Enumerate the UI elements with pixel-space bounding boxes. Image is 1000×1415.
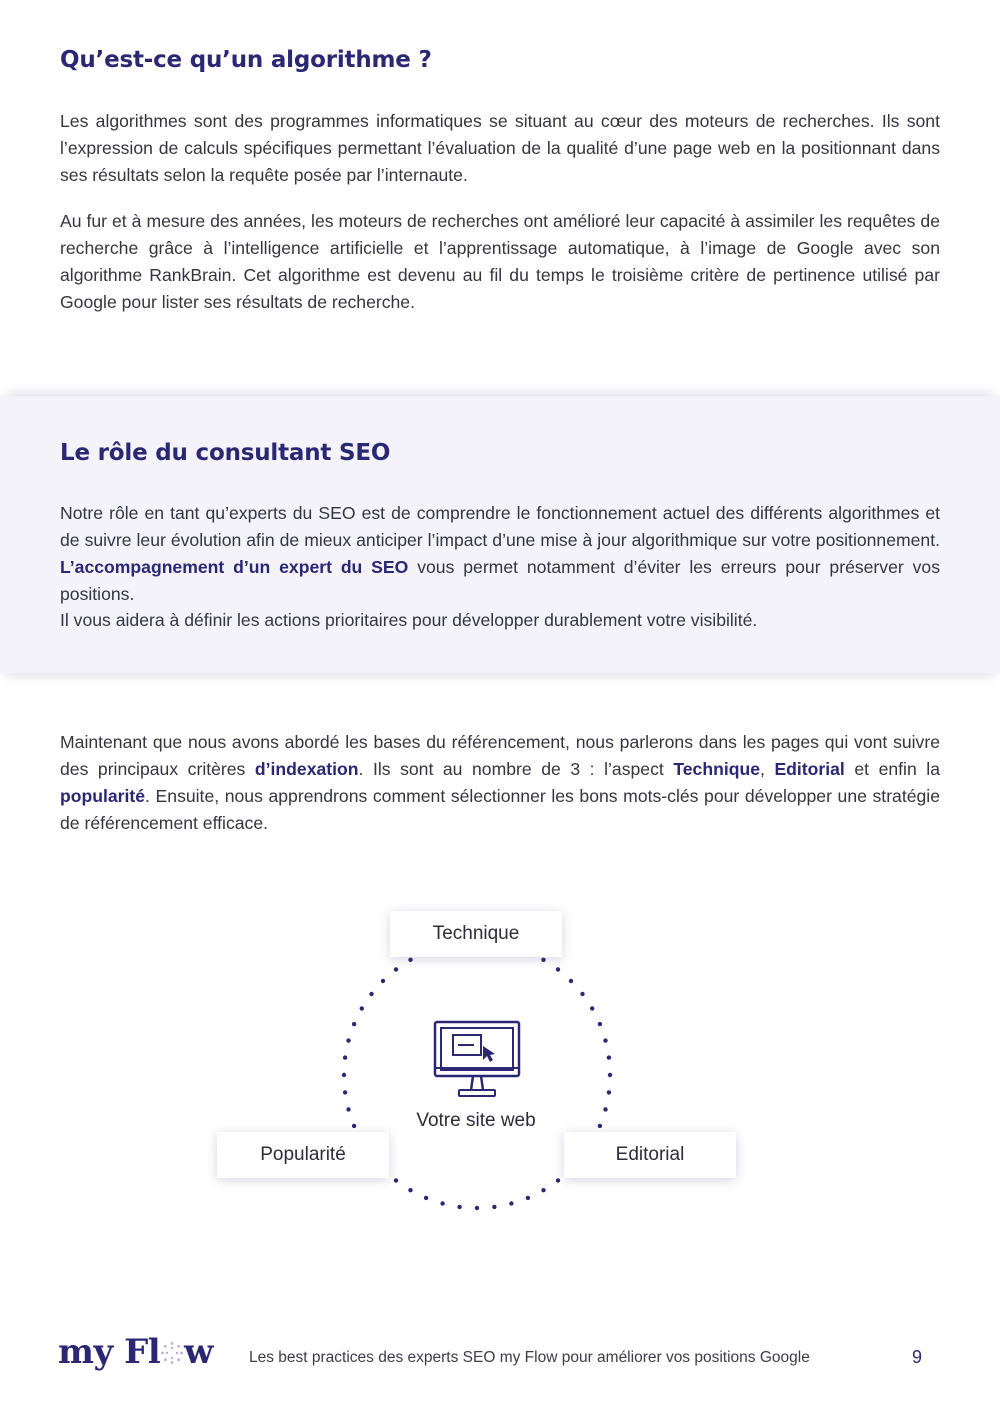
circle-dot [608,1073,612,1077]
circle-dot [408,1188,412,1192]
section-title-algorithme: Qu’est-ce qu’un algorithme ? [60,47,432,73]
section-title-consultant: Le rôle du consultant SEO [60,440,391,466]
circle-dot [369,992,373,996]
circle-dot [352,1022,356,1026]
circle-dot [541,1188,545,1192]
bold-popularite: popularité [60,786,146,806]
page-number: 9 [912,1347,923,1367]
circle-dot [580,992,584,996]
center-label: Votre site web [416,1110,536,1131]
circle-dot [457,1205,461,1209]
circle-dot [352,1124,356,1128]
circle-dot [381,979,385,983]
bold-indexation: d’indexation [254,759,359,779]
paragraph-consultant-line2: Il vous aidera à définir les actions prioritaires pour développer durablement votre visibilité. [60,610,758,630]
circle-dot [598,1124,602,1128]
node-technique: Technique [390,911,562,957]
node-editorial: Editorial [564,1132,736,1178]
circle-dot [607,1090,611,1094]
bold-editorial: Editorial [774,759,845,779]
circle-dot [440,1201,444,1205]
myflow-logo: my Fl w [58,1332,213,1372]
node-popularite: Popularité [217,1132,389,1178]
circle-dot [556,967,560,971]
circle-dot [475,1206,479,1210]
circle-dot [343,1090,347,1094]
circle-dot [343,1055,347,1059]
logo-dotted-o-icon [160,1341,184,1365]
paragraph-criteres: Maintenant que nous avons abordé les bases du référencement, nous parlerons dans les pages qui vont suivre des principaux critères d’indexation. Ils sont au nombre de 3 : l’aspect Technique, Editorial et enfin la popularité. Ensuite, nous apprendrons comment sélectionner les bons mots-clés pour développer une stratégie de référencement efficace. [60,732,940,833]
paragraph-algorithme-2: Au fur et à mesure des années, les moteurs de recherches ont amélioré leur capacité à assimiler les requêtes de recherche grâce à l’intelligence artificielle et l’apprentissage automatique, à l’image de Google avec son algorithme RankBrain. Cet algorithme est devenu au fil du temps le troisième critère de pertinence utilisé par Google pour lister ses résultats de recherche. [60,211,940,312]
circle-dot [342,1073,346,1077]
circle-dot [424,1196,428,1200]
circle-dot [590,1006,594,1010]
circle-dot [346,1038,350,1042]
circle-dot [556,1178,560,1182]
circle-dot [607,1055,611,1059]
circle-dot [394,1178,398,1182]
computer-monitor-icon [433,1020,521,1102]
circle-dot [603,1038,607,1042]
paragraph-consultant: Notre rôle en tant qu’experts du SEO est de comprendre le fonctionnement actuel des différents algorithmes et de suivre leur évolution afin de mieux anticiper l’impact d’une mise à jour algorithmique sur votre positionnement. L’accompagnement d’un expert du SEO vous permet notamment d’éviter les erreurs pour préserver vos positions. [60,503,940,604]
circle-dot [394,967,398,971]
circle-dot [569,979,573,983]
circle-dot [408,958,412,962]
circle-dot [598,1022,602,1026]
bold-accompagnement: L’accompagnement d’un expert du SEO [60,557,409,577]
circle-dot [492,1205,496,1209]
footer-text: Les best practices des experts SEO my Flow pour améliorer vos positions Google [249,1349,810,1366]
circle-dot [541,958,545,962]
circle-dot [509,1201,513,1205]
circle-dot [346,1107,350,1111]
circle-dot [360,1006,364,1010]
paragraph-algorithme-1: Les algorithmes sont des programmes informatiques se situant au cœur des moteurs de recherches. Ils sont l’expression de calculs spécifiques permettant l’évaluation de la qualité d’une page web en la positionnant dans ses résultats selon la requête posée par l’internaute. [60,111,940,185]
bold-technique: Technique [673,759,760,779]
circle-dot [526,1196,530,1200]
circle-dot [603,1107,607,1111]
